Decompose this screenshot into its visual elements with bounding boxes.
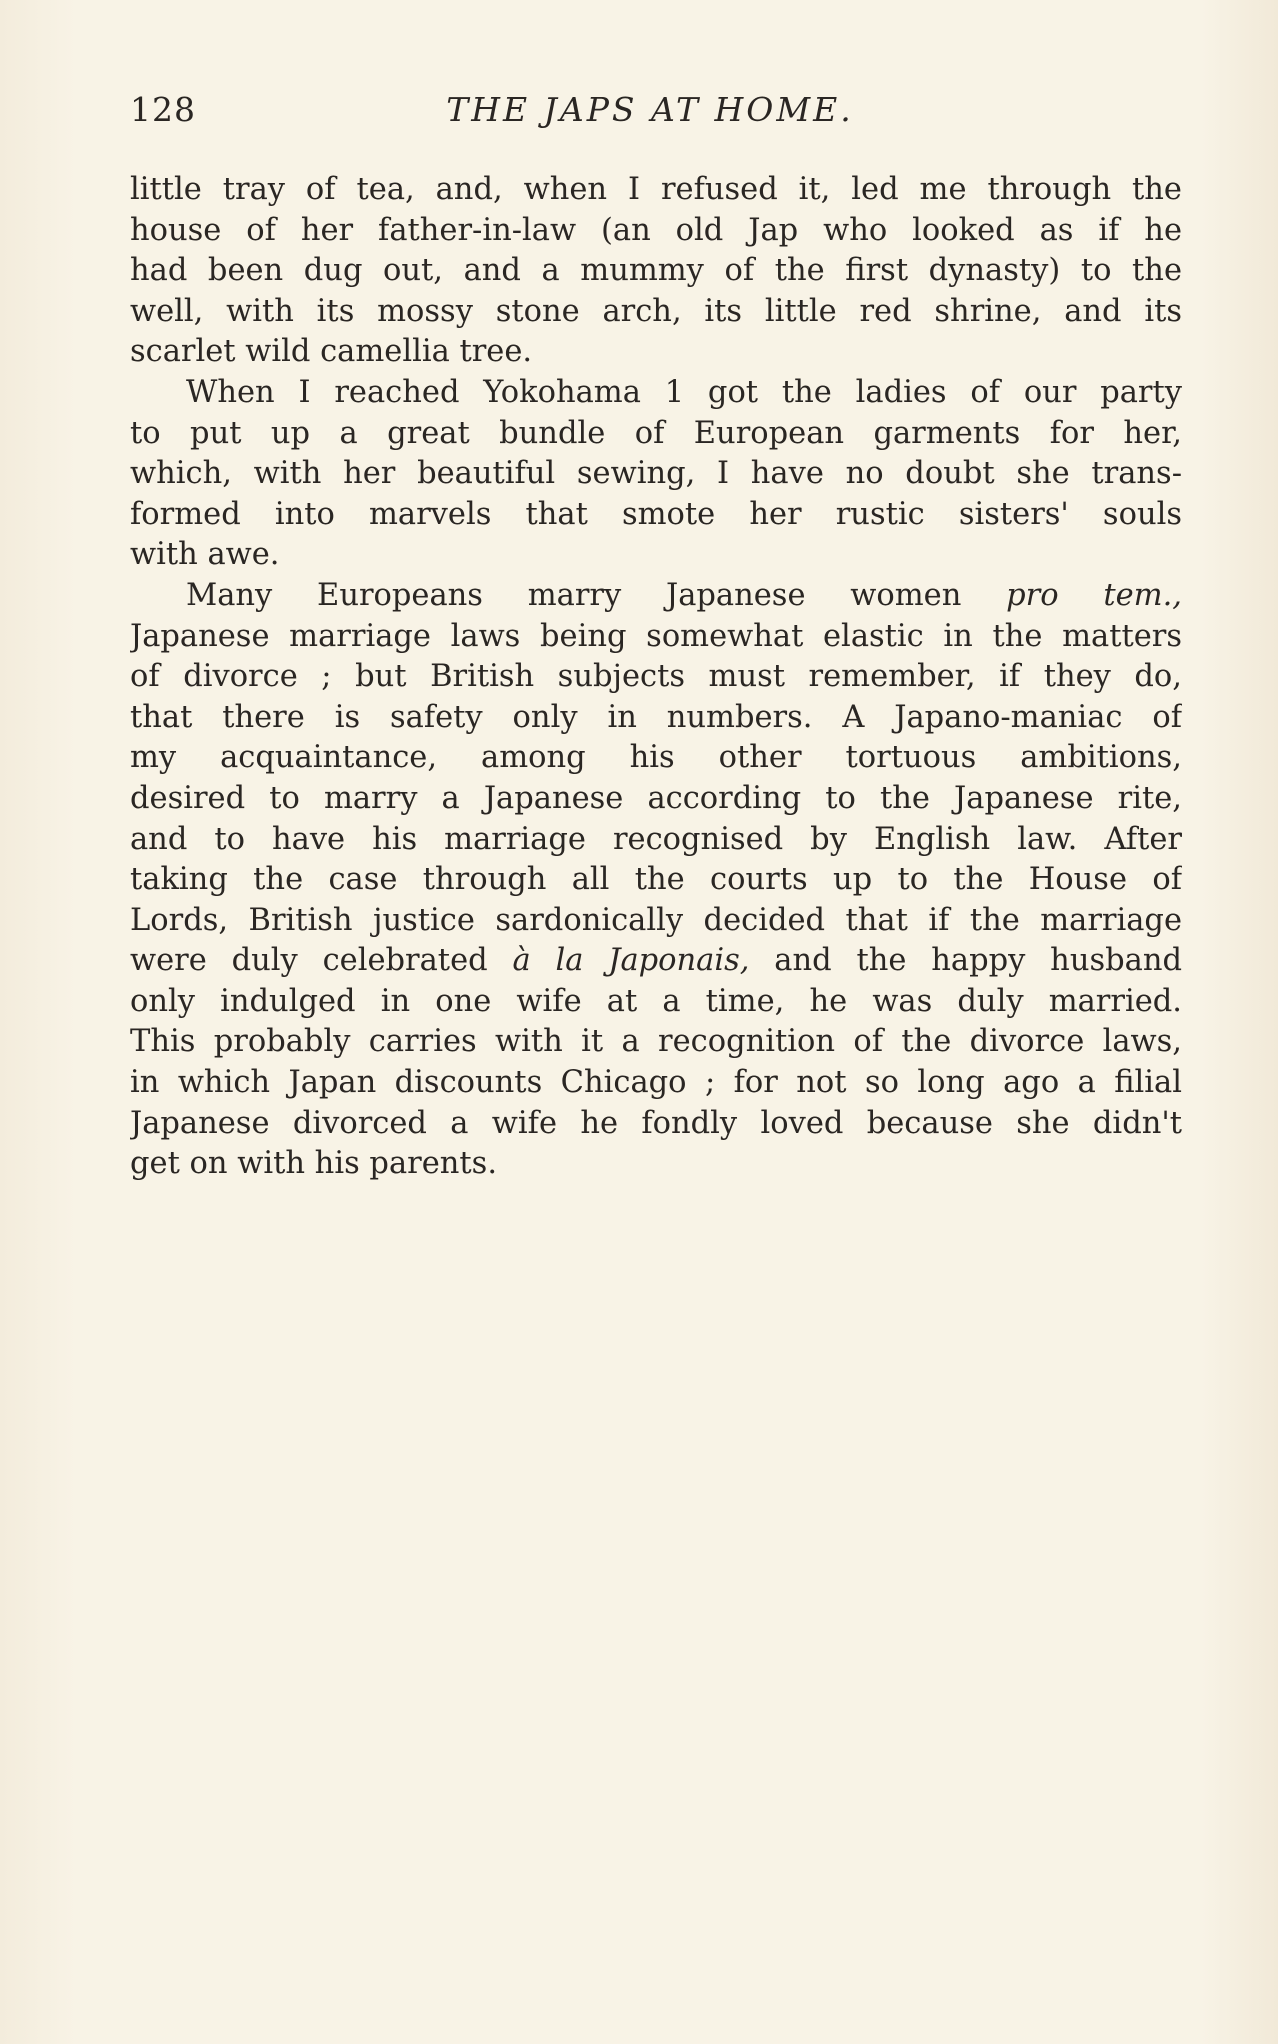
text-line: had been dug out, and a mummy of the first dynasty) to the: [130, 253, 1182, 289]
text-line: only indulged in one wife at a time, he was duly married.: [130, 983, 1182, 1019]
paragraph-3: [130, 576, 1182, 1185]
text-line: in which Japan discounts Chicago ; for not so long ago a filial: [130, 1065, 1182, 1101]
text-line: that there is safety only in numbers. A Japano-maniac of: [130, 699, 1182, 735]
text-line: well, with its mossy stone arch, its little red shrine, and its: [130, 293, 1182, 329]
running-title: THE JAPS AT HOME.: [446, 90, 854, 129]
text-line: Lords, British justice sardonically decided that if the marriage: [130, 902, 1182, 938]
text-line: When I reached Yokohama 1 got the ladies of our party: [186, 374, 1182, 410]
text-line: taking the case through all the courts up to the House of: [130, 862, 1182, 898]
page-number: 128: [130, 90, 196, 129]
text-segment: and the happy husband: [774, 943, 1182, 979]
text-line: my acquaintance, among his other tortuous ambitions,: [130, 740, 1182, 776]
text-line: house of her father-in-law (an old Jap who looked as if he: [130, 212, 1182, 248]
text-segment: Many Europeans marry Japanese women: [186, 577, 962, 613]
text-line: which, with her beautiful sewing, I have no doubt she trans-: [130, 456, 1182, 492]
text-line: [130, 576, 1182, 617]
text-line: to put up a great bundle of European garments for her,: [130, 415, 1182, 451]
text-line: [130, 941, 1182, 982]
text-line: Japanese divorced a wife he fondly loved because she didn't: [130, 1105, 1182, 1141]
text-line: Japanese marriage laws being somewhat elastic in the matters: [130, 618, 1182, 654]
text-line: formed into marvels that smote her rustic sisters' souls: [130, 496, 1182, 532]
body-text: [130, 170, 1182, 1185]
paragraph-1: [130, 170, 1182, 373]
page-header: [130, 90, 1182, 130]
text-line: This probably carries with it a recognition of the divorce laws,: [130, 1024, 1182, 1060]
text-segment: were duly celebrated: [130, 943, 488, 979]
italic-phrase: à la Japonais,: [512, 943, 750, 979]
text-line: and to have his marriage recognised by English law. After: [130, 821, 1182, 857]
text-line: scarlet wild camellia tree.: [130, 334, 533, 370]
text-line: with awe.: [130, 537, 280, 573]
italic-phrase: pro tem.,: [1006, 577, 1182, 613]
text-line: get on with his parents.: [130, 1146, 498, 1182]
text-line: desired to marry a Japanese according to the Japanese rite,: [130, 780, 1182, 816]
paragraph-2: [130, 373, 1182, 576]
text-line: of divorce ; but British subjects must remember, if they do,: [130, 659, 1182, 695]
text-line: little tray of tea, and, when I refused it, led me through the: [130, 172, 1182, 207]
